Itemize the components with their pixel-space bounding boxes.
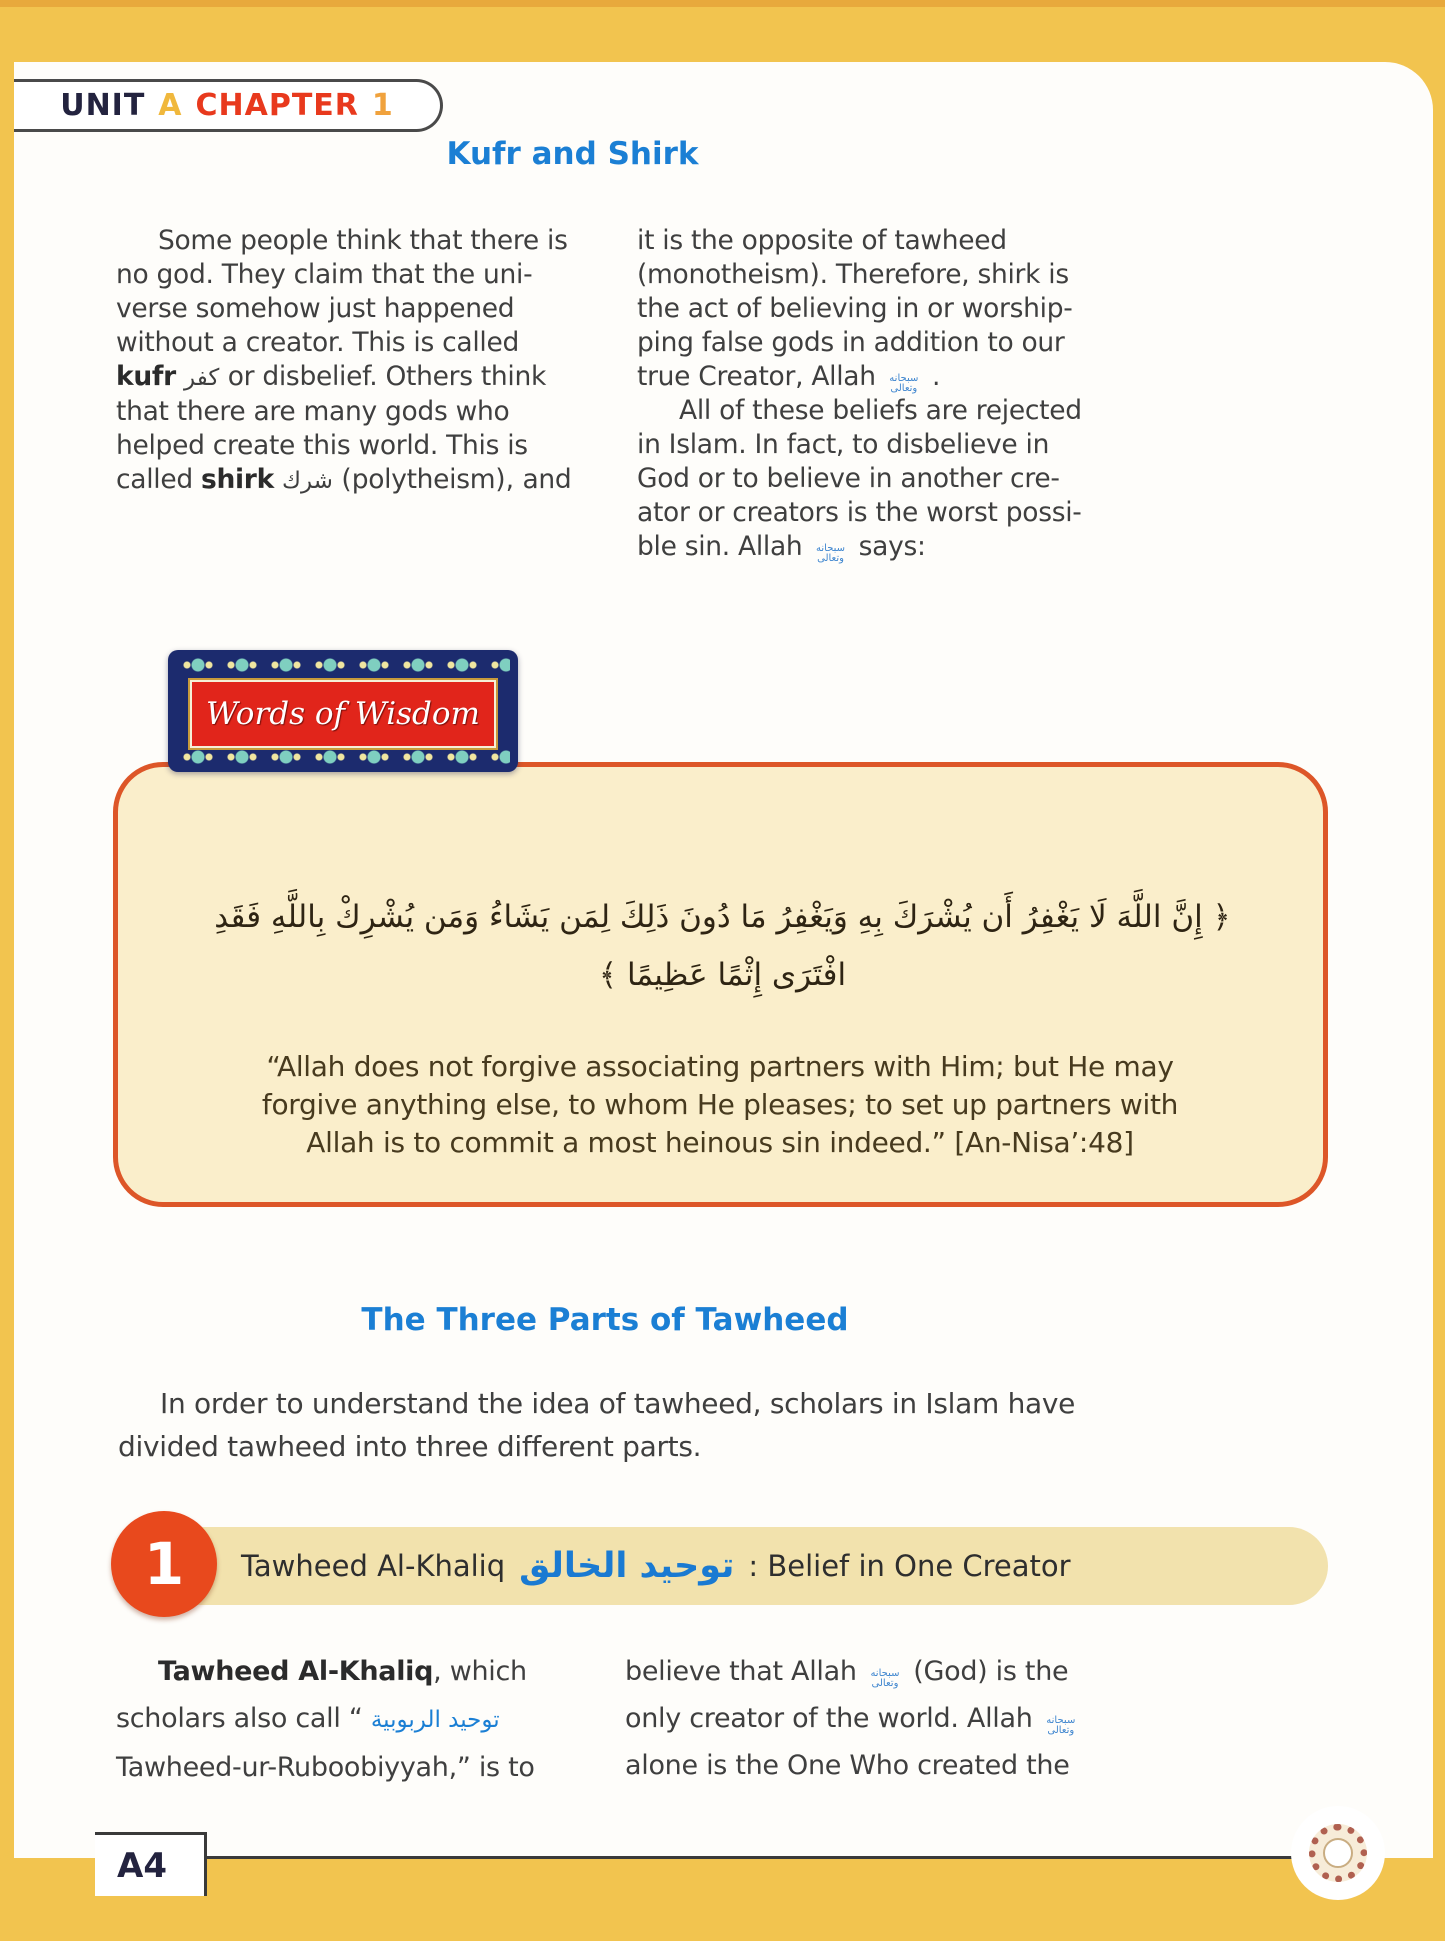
text-segment: only creator of the world. Allah — [625, 1703, 1041, 1734]
honorific-symbol: سبحانه وتعالى — [889, 373, 919, 394]
text-line: All of these beliefs are rejected — [679, 395, 1082, 426]
honorific-symbol: سبحانه وتعالى — [870, 1668, 900, 1689]
text-line: in Islam. In fact, to disbelieve in — [637, 429, 1050, 460]
text-line — [116, 1648, 586, 1695]
text-line — [637, 360, 1097, 394]
text-segment: (polytheism), and — [332, 464, 572, 495]
words-of-wisdom-ribbon — [190, 680, 496, 748]
item-title-english: Tawheed Al-Khaliq — [241, 1549, 506, 1583]
text-line: divided tawheed into three different parts. — [118, 1430, 702, 1463]
ornate-banner-frame — [168, 650, 518, 772]
arabic-tawheed-ruboobiyyah: توحيد الربوبية — [370, 1707, 500, 1733]
arabic-shirk: شرك — [282, 468, 333, 494]
text-line: ping false gods in addition to our — [637, 327, 1065, 358]
bottom-column-right — [625, 1648, 1105, 1789]
arabic-kufr: كفر — [184, 365, 220, 391]
text-line — [637, 530, 1097, 564]
medallion-ring — [1309, 1824, 1367, 1882]
text-line: In order to understand the idea of tawheed, scholars in Islam have — [160, 1387, 1076, 1420]
text-line — [116, 360, 576, 395]
page-title: Kufr and Shirk — [446, 136, 699, 172]
keyword-shirk: shirk — [200, 464, 274, 495]
text-segment: or disbelief. Others think — [219, 361, 547, 392]
translation-line: forgive anything else, to whom He pleases; to set up partners with — [261, 1088, 1179, 1121]
text-line: (monotheism). Therefore, shirk is — [637, 259, 1069, 290]
text-line — [625, 1695, 1105, 1742]
arabic-verse-line: ﴿ إِنَّ اللَّهَ لَا يَغْفِرُ أَن يُشْرَكَ بِهِ وَيَغْفِرُ مَا دُونَ ذَلِكَ لِمَن يَشَاءُ وَمَن يُشْرِكْ بِاللَّهِ فَقَدِ — [214, 899, 1231, 935]
text-line — [116, 463, 576, 498]
intro-column-left — [116, 224, 576, 498]
honorific-symbol: سبحانه وتعالى — [1046, 1715, 1076, 1736]
text-line: no god. They claim that the uni- — [116, 259, 533, 290]
footer-rule — [205, 1856, 1295, 1859]
text-segment: ble sin. Allah — [637, 531, 811, 562]
intro-column-right — [637, 224, 1097, 564]
text-segment: true Creator, Allah — [637, 361, 884, 392]
text-line — [116, 1695, 586, 1744]
text-line: that there are many gods who — [116, 396, 510, 427]
text-segment: believe that Allah — [625, 1656, 865, 1687]
text-segment: scholars also call “ — [116, 1703, 371, 1734]
bottom-column-left — [116, 1648, 586, 1791]
unit-letter: A — [158, 88, 183, 123]
text-line: God or to believe in another cre- — [637, 463, 1060, 494]
text-segment: , which — [433, 1656, 527, 1687]
page-number: A4 — [117, 1845, 167, 1886]
text-line: Tawheed-ur-Ruboobiyyah,” is to — [116, 1752, 535, 1783]
text-segment: (God) is the — [904, 1656, 1069, 1687]
tawheed-intro-paragraph — [118, 1382, 1303, 1468]
section-heading: The Three Parts of Tawheed — [361, 1302, 849, 1338]
words-of-wisdom-label: Words of Wisdom — [206, 696, 480, 732]
text-line: Some people think that there is — [158, 225, 568, 256]
honorific-symbol: سبحانه وتعالى — [816, 543, 846, 564]
medallion-core — [1323, 1838, 1353, 1868]
keyword-tawheed-al-khaliq: Tawheed Al-Khaliq — [158, 1656, 434, 1687]
translation-line: Allah is to commit a most heinous sin indeed.” [An-Nisa’:48] — [306, 1126, 1134, 1159]
text-segment: called — [116, 464, 201, 495]
chapter-number: 1 — [371, 88, 394, 123]
text-line: the act of believing in or worship- — [637, 293, 1073, 324]
text-line: verse somehow just happened — [116, 293, 515, 324]
text-segment: . — [923, 361, 941, 392]
text-line: it is the opposite of tawheed — [637, 225, 1007, 256]
arabic-verse-line: افْتَرَى إِثْمًا عَظِيمًا ﴾ — [598, 957, 847, 993]
item-number-badge: 1 — [111, 1511, 217, 1617]
text-line: ator or creators is the worst possi- — [637, 497, 1082, 528]
text-line: alone is the One Who created the — [625, 1750, 1070, 1781]
text-line: without a creator. This is called — [116, 327, 519, 358]
item-title-arabic: توحيد الخالق — [519, 1546, 735, 1586]
item-title-description: : Belief in One Creator — [748, 1549, 1071, 1583]
keyword-kufr: kufr — [116, 361, 176, 392]
text-segment: says: — [850, 531, 926, 562]
unit-label: UNIT — [60, 88, 146, 123]
text-line — [625, 1648, 1105, 1695]
tawheed-item-banner — [163, 1527, 1328, 1605]
medallion-ornament-icon — [1291, 1806, 1385, 1900]
chapter-label: CHAPTER — [195, 88, 359, 123]
text-line: helped create this world. This is — [116, 430, 528, 461]
top-accent-stripe — [0, 0, 1445, 7]
translation-line: “Allah does not forgive associating partners with Him; but He may — [266, 1050, 1174, 1083]
page-number-tab — [95, 1832, 207, 1896]
quran-verse-arabic — [160, 888, 1285, 1004]
unit-chapter-badge — [14, 79, 443, 132]
quran-verse-translation — [150, 1048, 1290, 1162]
